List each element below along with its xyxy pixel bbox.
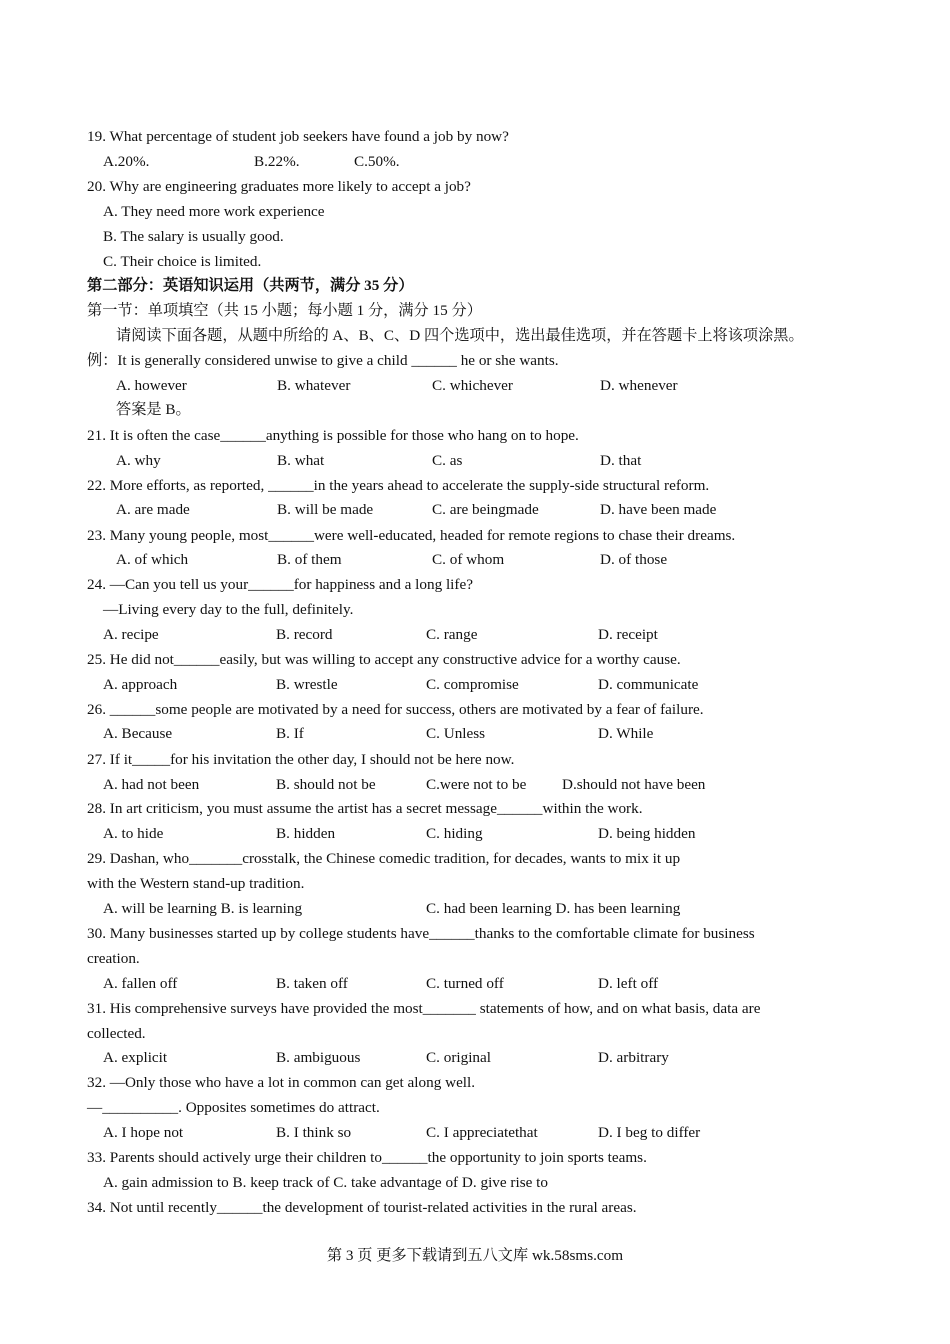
option-a: A. however: [116, 377, 187, 394]
option-b: B. taken off: [276, 975, 348, 992]
question-stem: 24. —Can you tell us your______for happiness and a long life?: [87, 576, 473, 593]
option-b: B. ambiguous: [276, 1049, 361, 1066]
option-b: B. The salary is usually good.: [103, 228, 284, 245]
question-stem: 31. His comprehensive surveys have provided the most_______ statements of how, and on what basis, data are: [87, 1000, 761, 1017]
option-ab: A. will be learning B. is learning: [103, 900, 303, 917]
option-a: A. explicit: [103, 1049, 168, 1066]
option-c: C. original: [426, 1049, 491, 1066]
option-b: B. what: [277, 452, 325, 469]
option-c: C. hiding: [426, 825, 483, 842]
question-stem: 19. What percentage of student job seekers have found a job by now?: [87, 128, 509, 145]
option-a: A. recipe: [103, 626, 159, 643]
question-stem: 27. If it_____for his invitation the other day, I should not be here now.: [87, 751, 515, 768]
option-a: A.20%.: [103, 153, 150, 170]
option-d: D. left off: [598, 975, 659, 992]
question-stem-cont: —Living every day to the full, definitely.: [103, 601, 354, 618]
option-c: C. as: [432, 452, 463, 469]
option-c: C. are beingmade: [432, 501, 539, 518]
option-a: A. why: [116, 452, 161, 469]
option-c: C.were not to be: [426, 776, 527, 793]
option-b: B. hidden: [276, 825, 336, 842]
option-a: A. of which: [116, 551, 189, 568]
option-b: B. will be made: [277, 501, 374, 518]
part-title: 第二部分：英语知识运用（共两节，满分 35 分）: [87, 277, 414, 294]
option-d: D. of those: [600, 551, 668, 568]
example-answer: 答案是 B。: [116, 401, 191, 418]
option-c: C. turned off: [426, 975, 504, 992]
question-stem: 33. Parents should actively urge their children to______the opportunity to join sports teams.: [87, 1149, 647, 1166]
option-d: D. whenever: [600, 377, 678, 394]
option-a: A. approach: [103, 676, 178, 693]
question-stem: 22. More efforts, as reported, ______in the years ahead to accelerate the supply-side structural reform.: [87, 477, 710, 494]
question-stem: 32. —Only those who have a lot in common can get along well.: [87, 1074, 476, 1091]
question-stem: 26. ______some people are motivated by a need for success, others are motivated by a fear of failure.: [87, 701, 704, 718]
option-d: D.should not have been: [562, 776, 706, 793]
question-stem: 34. Not until recently______the development of tourist-related activities in the rural areas.: [87, 1199, 637, 1216]
option-d: D. communicate: [598, 676, 699, 693]
question-stem: 23. Many young people, most______were well-educated, headed for remote regions to chase their dreams.: [87, 527, 736, 544]
option-c: C. compromise: [426, 676, 519, 693]
example-stem: 例：It is generally considered unwise to give a child ______ he or she wants.: [87, 352, 559, 369]
option-d: D. arbitrary: [598, 1049, 669, 1066]
option-b: B. whatever: [277, 377, 351, 394]
question-stem-cont: —__________. Opposites sometimes do attract.: [87, 1099, 380, 1116]
option-a: A. I hope not: [103, 1124, 184, 1141]
option-b: B. of them: [277, 551, 342, 568]
option-d: D. I beg to differ: [598, 1124, 701, 1141]
option-d: D. that: [600, 452, 642, 469]
option-d: D. being hidden: [598, 825, 696, 842]
option-c: C. Unless: [426, 725, 486, 742]
option-all: A. gain admission to B. keep track of C. take advantage of D. give rise to: [103, 1174, 548, 1191]
option-c: C. Their choice is limited.: [103, 253, 262, 270]
option-a: A. fallen off: [103, 975, 178, 992]
question-stem-cont: collected.: [87, 1025, 146, 1042]
option-a: A. They need more work experience: [103, 203, 325, 220]
question-stem: 28. In art criticism, you must assume the artist has a secret message______within the work.: [87, 800, 643, 817]
option-a: A. had not been: [103, 776, 200, 793]
option-d: D. have been made: [600, 501, 717, 518]
question-stem: 25. He did not______easily, but was willing to accept any constructive advice for a worthy cause.: [87, 651, 681, 668]
option-d: D. receipt: [598, 626, 658, 643]
option-b: B. If: [276, 725, 304, 742]
option-a: A. to hide: [103, 825, 164, 842]
option-b: B.22%.: [254, 153, 300, 170]
option-c: C. range: [426, 626, 478, 643]
option-d: D. While: [598, 725, 654, 742]
section-title: 第一节：单项填空（共 15 小题；每小题 1 分，满分 15 分）: [87, 302, 482, 319]
option-c: C.50%.: [354, 153, 400, 170]
question-stem: 30. Many businesses started up by college students have______thanks to the comfortable climate for business: [87, 925, 755, 942]
option-b: B. should not be: [276, 776, 376, 793]
option-cd: C. had been learning D. has been learning: [426, 900, 681, 917]
option-c: C. of whom: [432, 551, 505, 568]
question-stem-cont: with the Western stand-up tradition.: [87, 875, 305, 892]
question-stem-cont: creation.: [87, 950, 140, 967]
question-stem: 29. Dashan, who_______crosstalk, the Chinese comedic tradition, for decades, wants to mix it up: [87, 850, 681, 867]
option-c: C. I appreciatethat: [426, 1124, 538, 1141]
option-b: B. I think so: [276, 1124, 352, 1141]
option-b: B. wrestle: [276, 676, 338, 693]
instruction: 请阅读下面各题，从题中所给的 A、B、C、D 四个选项中，选出最佳选项，并在答题卡上将该项涂黑。: [116, 327, 804, 344]
question-stem: 20. Why are engineering graduates more likely to accept a job?: [87, 178, 471, 195]
option-b: B. record: [276, 626, 333, 643]
question-stem: 21. It is often the case______anything is possible for those who hang on to hope.: [87, 427, 579, 444]
page-footer: 第 3 页 更多下载请到五八文库 wk.58sms.com: [326, 1247, 624, 1264]
option-c: C. whichever: [432, 377, 513, 394]
option-a: A. Because: [103, 725, 173, 742]
option-a: A. are made: [116, 501, 190, 518]
